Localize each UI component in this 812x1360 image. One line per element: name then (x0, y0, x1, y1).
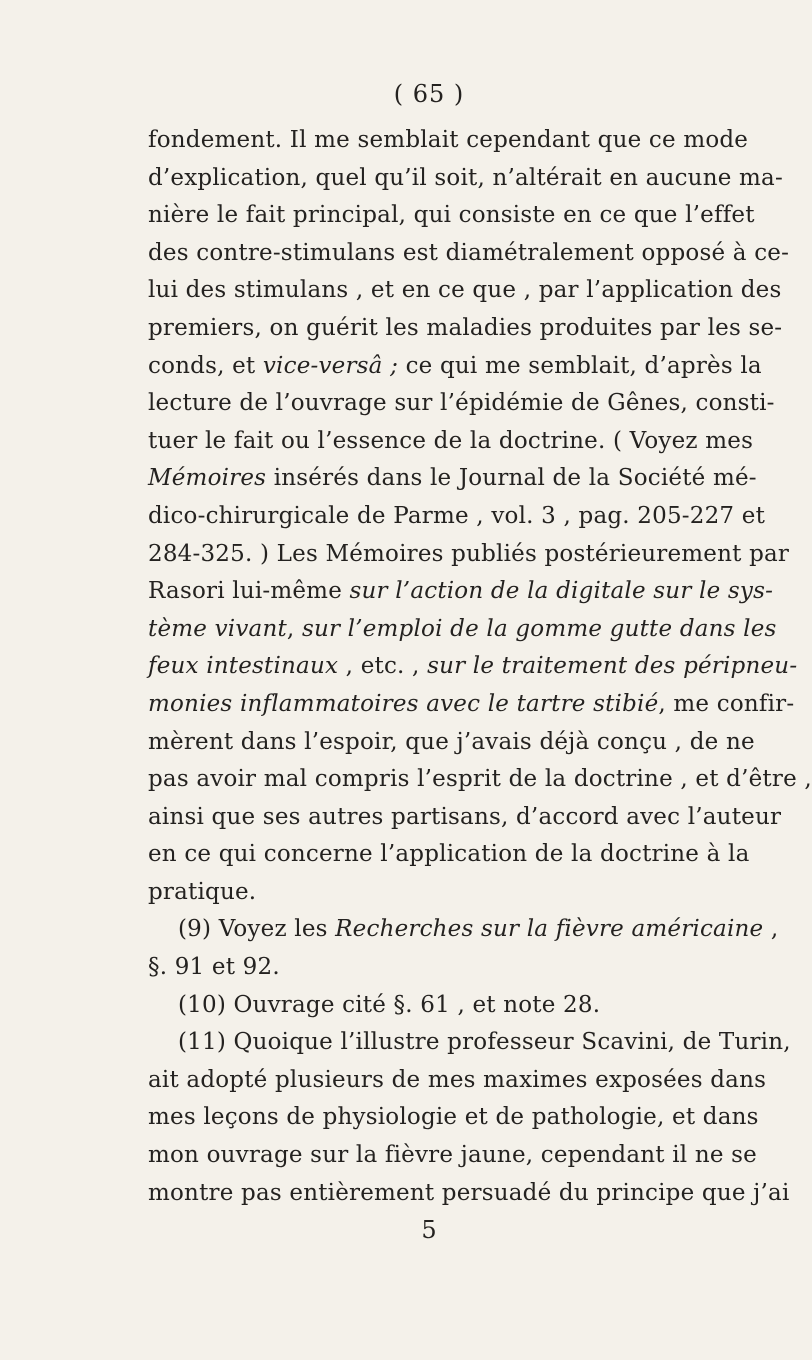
text-segment: en ce qui concerne l’application de la doctrine à la (148, 841, 750, 868)
text-segment: mon ouvrage sur la fièvre jaune, cependant il ne se (148, 1142, 757, 1169)
text-line (148, 987, 690, 1025)
text-line (148, 761, 812, 799)
page-number: ( 65 ) (393, 80, 465, 108)
text-segment: pas avoir mal compris l’esprit de la doctrine , et d’être , (148, 766, 812, 793)
text-line (148, 648, 798, 686)
text-line (148, 1024, 791, 1062)
text-segment: montre pas entièrement persuadé du principe que j’ai (148, 1179, 790, 1206)
text-segment: nière le fait principal, qui consiste en ce que l’effet (148, 202, 755, 229)
body-text (148, 122, 812, 1212)
text-segment: (10) Ouvrage cité §. 61 , et note 28. (178, 991, 601, 1018)
text-segment: ait adopté plusieurs de mes maximes exposées dans (148, 1066, 767, 1093)
text-line (148, 611, 777, 649)
text-segment: §. 91 et 92. (148, 954, 280, 981)
text-segment: insérés dans le Journal de la Société mé- (266, 465, 757, 492)
text-segment: (9) Voyez les (178, 916, 336, 943)
text-segment: 284-325. ) Les Mémoires publiés postérieurement par (148, 540, 790, 567)
text-segment: conds, et (148, 352, 263, 379)
text-segment: premiers, on guérit les maladies produites par les se- (148, 314, 783, 341)
italic-text: sur le traitement des péripneu- (427, 653, 798, 680)
text-segment: ce qui me semblait, d’après la (398, 352, 762, 379)
text-line (148, 836, 750, 874)
italic-text: feux intestinaux (148, 653, 339, 680)
italic-text: sur l’action de la digitale sur le sys- (349, 578, 774, 605)
italic-text: vice-versâ ; (262, 352, 399, 379)
text-segment: , (763, 916, 779, 943)
text-segment: lui des stimulans , et en ce que , par l’application des (148, 277, 782, 304)
text-line (148, 1062, 767, 1100)
text-line (148, 1099, 759, 1137)
text-segment: dico-chirurgicale de Parme , vol. 3 , pag. 205-227 et (148, 502, 766, 529)
text-segment: lecture de l’ouvrage sur l’épidémie de Gênes, consti- (148, 390, 775, 417)
text-line (148, 724, 755, 762)
text-line (148, 310, 783, 348)
text-line (148, 536, 790, 574)
text-segment: tuer le fait ou l’essence de la doctrine. ( Voyez mes (148, 427, 754, 454)
text-segment: , etc. , (338, 653, 428, 680)
text-segment: ainsi que ses autres partisans, d’accord avec l’auteur (148, 803, 782, 830)
text-line (148, 949, 690, 987)
text-segment: mes leçons de physiologie et de pathologie, et dans (148, 1104, 759, 1131)
italic-text: Recherches sur la fièvre américaine (335, 916, 764, 943)
text-line (148, 874, 690, 912)
text-segment: mèrent dans l’espoir, que j’avais déjà conçu , de ne (148, 728, 755, 755)
italic-text: tème vivant (148, 615, 287, 642)
text-line (148, 799, 782, 837)
text-segment: , (286, 615, 302, 642)
text-segment: d’explication, quel qu’il soit, n’altérait en aucune ma- (148, 164, 783, 191)
text-segment: , me confir- (658, 690, 795, 717)
text-line (148, 385, 775, 423)
text-segment: des contre-stimulans est diamétralement opposé à ce- (148, 239, 790, 266)
text-line (148, 686, 795, 724)
text-line (148, 911, 779, 949)
text-line (148, 160, 783, 198)
signature-mark: 5 (421, 1216, 437, 1245)
italic-text: sur l’emploi de la gomme gutte dans les (301, 615, 777, 642)
text-line (148, 573, 774, 611)
text-line (148, 235, 790, 273)
text-segment: pratique. (148, 878, 257, 905)
italic-text: monies inflammatoires avec le tartre stibié (148, 690, 659, 717)
text-segment: fondement. Il me semblait cependant que ce mode (148, 127, 749, 153)
text-segment: Rasori lui-même (148, 578, 350, 605)
text-segment: (11) Quoique l’illustre professeur Scavini, de Turin, (178, 1029, 791, 1056)
text-line (148, 423, 754, 461)
text-line (148, 197, 755, 235)
text-line (148, 272, 782, 310)
text-line (148, 348, 762, 386)
text-line (148, 122, 749, 160)
text-line (148, 498, 766, 536)
text-line (148, 1175, 790, 1213)
text-line (148, 1137, 757, 1175)
italic-text: Mémoires (148, 465, 267, 492)
text-line (148, 460, 757, 498)
